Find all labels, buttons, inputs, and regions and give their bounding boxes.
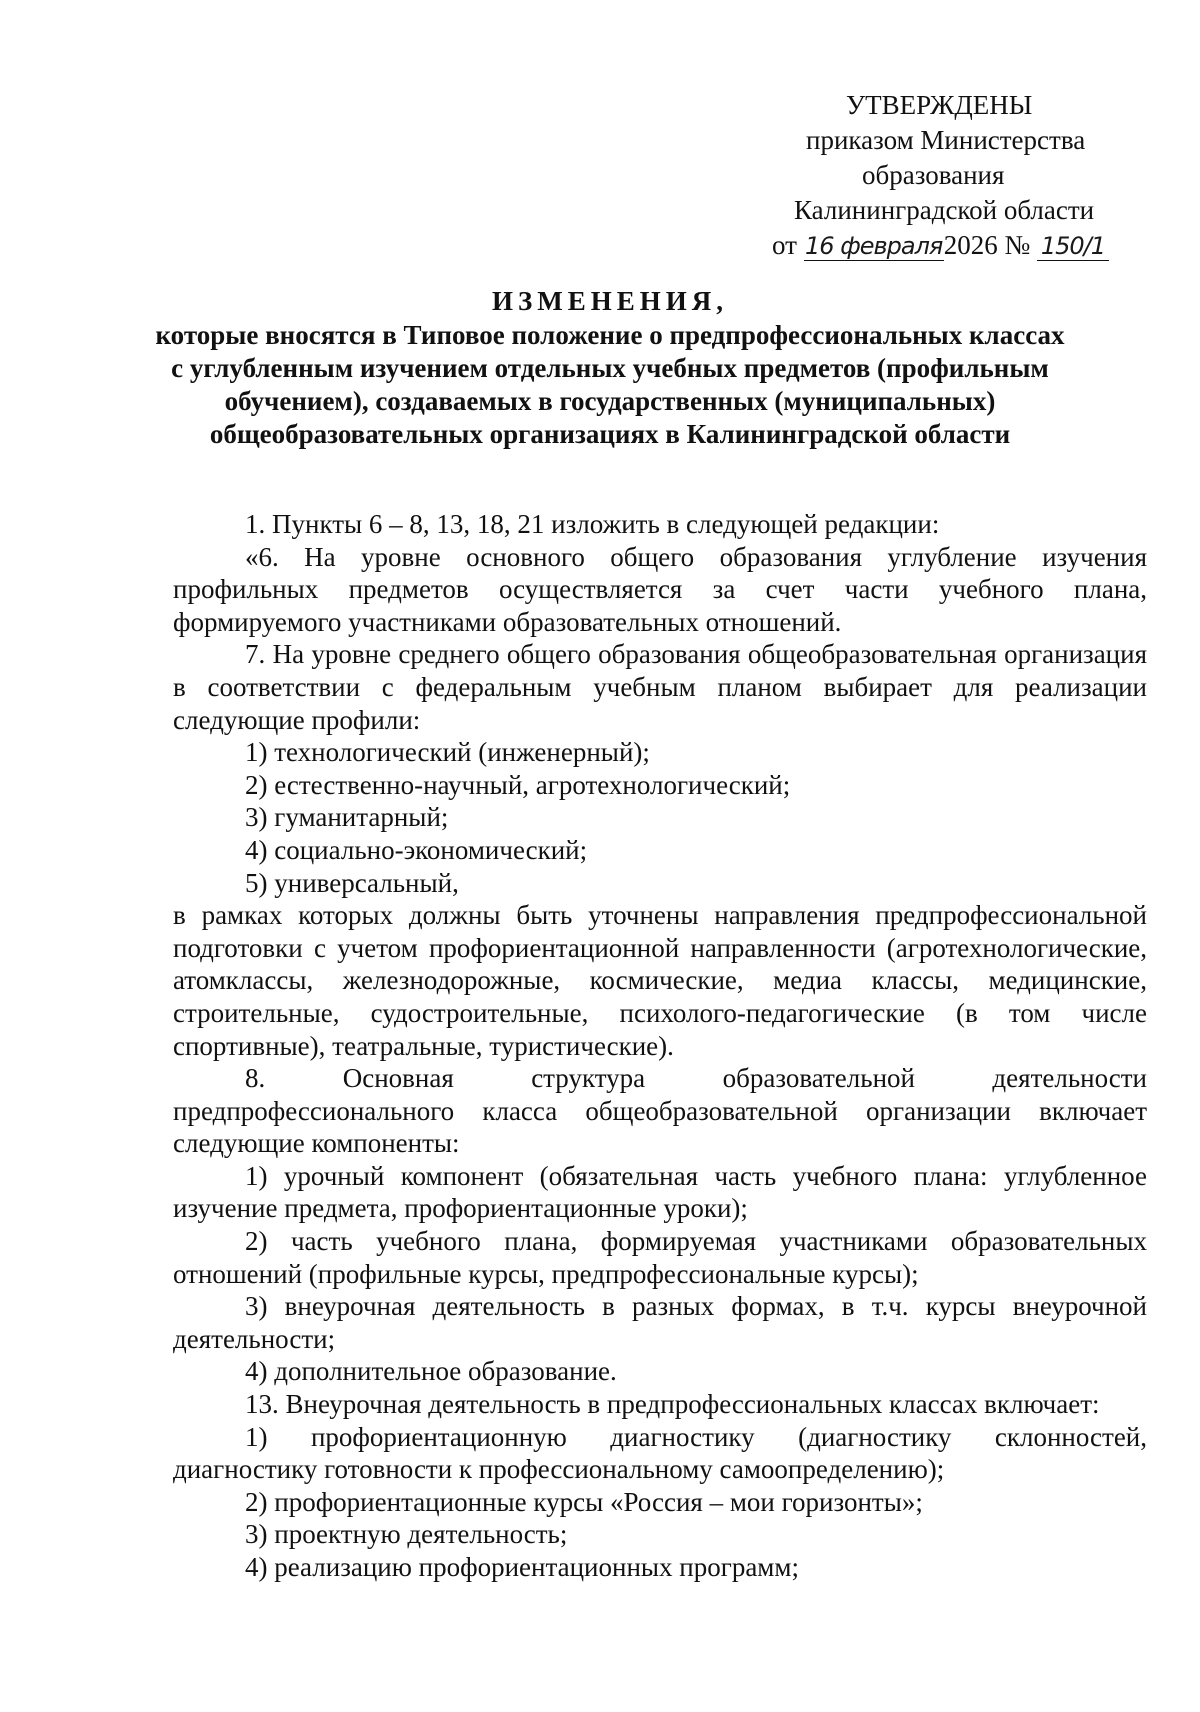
list-item-component-4: 4) дополнительное образование. (245, 1356, 617, 1387)
list-item-component-2: 2) часть учебного плана, формируемая участниками образовательных отношений (профильные курсы, предпрофессиональные курсы); (173, 1226, 1147, 1289)
list-item-profile-3: 3) гуманитарный; (245, 802, 449, 833)
paragraph-item-7: 7. На уровне среднего общего образования общеобразовательная организация в соответствии с федеральным учебным планом выбирает для реализации следующие профили: (173, 639, 1147, 735)
handwritten-number: 150/1 (1037, 232, 1109, 261)
approval-stamp-block (690, 88, 1110, 263)
heading-title: ИЗМЕНЕНИЯ, (491, 286, 728, 316)
paragraph-profile-directions: в рамках которых должны быть уточнены направления предпрофессиональной подготовки с учетом профориентационной направленности (агротехнологические, атомклассы, железнодорожные, космические, медиа классы, медицинские, строительные, судостроительные, психолого-педагогические (в том числе спортивные), театральные, туристические). (173, 900, 1147, 1061)
paragraph-1-intro: 1. Пункты 6 – 8, 13, 18, 21 изложить в следующей редакции: (245, 509, 940, 539)
approval-line-2: образования (862, 160, 1005, 190)
list-item-profile-4: 4) социально-экономический; (245, 834, 588, 865)
approval-line-3: Калининградской области (794, 195, 1095, 225)
approval-line-1: приказом Министерства (806, 125, 1086, 155)
paragraph-item-13: 13. Внеурочная деятельность в предпрофессиональных классах включает: (245, 1389, 1100, 1420)
list-item-profile-2: 2) естественно-научный, агротехнологический; (245, 769, 791, 800)
list-item-activity-4: 4) реализацию профориентационных программ; (245, 1552, 799, 1582)
handwritten-date: 16 февраля (805, 232, 943, 260)
heading-subtitle-line: с углубленным изучением отдельных учебных предметов (профильным (171, 353, 1049, 383)
list-item-profile-5: 5) универсальный, (245, 867, 459, 898)
document-body (173, 508, 1147, 1584)
approval-date-prefix: от (772, 230, 797, 260)
list-item-activity-1: 1) профориентационную диагностику (диагностику склонностей, диагностику готовности к профессиональному самоопределению); (173, 1421, 1147, 1485)
heading-subtitle-line: обучением), создаваемых в государственных (муниципальных) (224, 386, 996, 416)
heading-subtitle-line: общеобразовательных организациях в Калининградской области (209, 419, 1011, 449)
heading-subtitle-line: которые вносятся в Типовое положение о предпрофессиональных классах (155, 320, 1065, 350)
approval-date-line (690, 228, 1110, 263)
list-item-activity-2: 2) профориентационные курсы «Россия – мои горизонты»; (245, 1486, 923, 1517)
list-item-component-1: 1) урочный компонент (обязательная часть учебного плана: углубленное изучение предмета, профориентационные уроки); (173, 1160, 1147, 1224)
list-item-component-3: 3) внеурочная деятельность в разных формах, в т.ч. курсы внеурочной деятельности; (173, 1291, 1147, 1354)
paragraph-item-6: «6. На уровне основного общего образования углубление изучения профильных предметов осуществляется за счет части учебного плана, формируемого участниками образовательных отношений. (173, 541, 1147, 637)
list-item-profile-1: 1) технологический (инженерный); (245, 737, 650, 768)
approval-title: УТВЕРЖДЕНЫ (846, 90, 1033, 120)
approval-year: 2026 № (943, 230, 1031, 260)
list-item-activity-3: 3) проектную деятельность; (245, 1519, 568, 1550)
document-heading (150, 285, 1070, 451)
paragraph-item-8: 8. Основная структура образовательной деятельности предпрофессионального класса общеобразовательной организации включает следующие компоненты: (173, 1063, 1147, 1159)
